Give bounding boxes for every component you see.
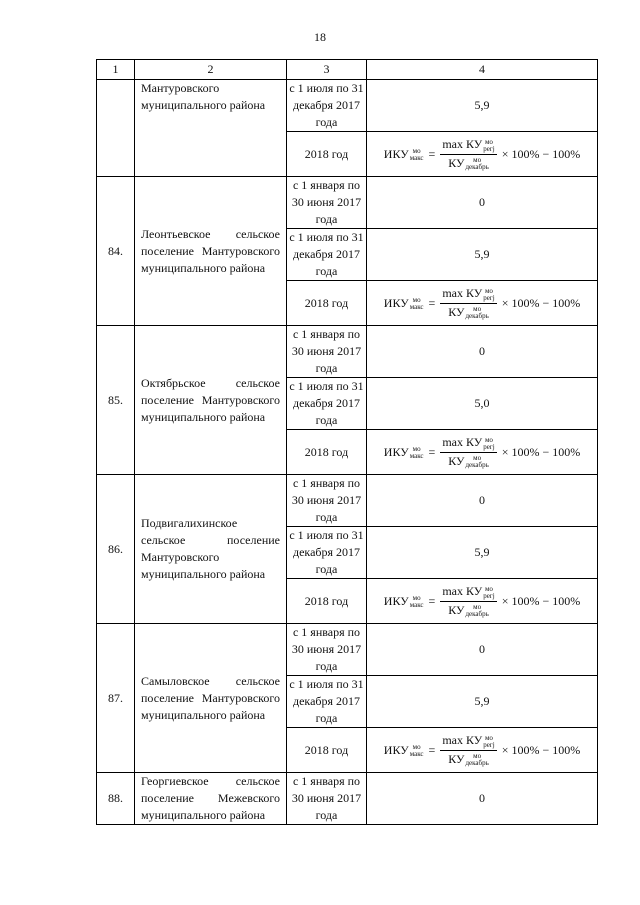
tariff-table — [96, 59, 598, 825]
value-cell: 5,9 — [367, 80, 598, 132]
period-cell: с 1 июля по 31 декабря 2017 года — [287, 378, 367, 430]
period-cell: с 1 января по 30 июня 2017 года — [287, 177, 367, 229]
settlement-name: Самыловское сельское поселение Мантуровского муниципального района — [135, 624, 287, 773]
row-number: 87. — [97, 624, 135, 773]
period-cell: с 1 июля по 31 декабря 2017 года — [287, 80, 367, 132]
table-row — [97, 177, 598, 229]
formula-cell — [367, 132, 598, 177]
period-cell: с 1 января по 30 июня 2017 года — [287, 475, 367, 527]
table-row — [97, 624, 598, 676]
row-number: 85. — [97, 326, 135, 475]
header-col-1: 1 — [97, 60, 135, 80]
table-row — [97, 80, 598, 132]
period-cell: с 1 июля по 31 декабря 2017 года — [287, 229, 367, 281]
row-number — [97, 80, 135, 177]
table-row — [97, 773, 598, 825]
table-row — [97, 475, 598, 527]
value-cell: 5,9 — [367, 676, 598, 728]
period-cell: с 1 января по 30 июня 2017 года — [287, 773, 367, 825]
formula: ИКУ мо макс = max КУ мо регj КУ мо декабрь × 100% − 100% — [383, 137, 581, 171]
row-number: 84. — [97, 177, 135, 326]
year-cell: 2018 год — [287, 728, 367, 773]
period-cell: с 1 января по 30 июня 2017 года — [287, 326, 367, 378]
formula-cell — [367, 430, 598, 475]
year-cell: 2018 год — [287, 132, 367, 177]
settlement-name: Георгиевское сельское поселение Межевского муниципального района — [135, 773, 287, 825]
page-number: 18 — [314, 30, 326, 44]
value-cell: 0 — [367, 624, 598, 676]
value-cell: 5,9 — [367, 527, 598, 579]
formula-cell — [367, 728, 598, 773]
year-cell: 2018 год — [287, 430, 367, 475]
period-cell: с 1 июля по 31 декабря 2017 года — [287, 527, 367, 579]
period-cell: с 1 января по 30 июня 2017 года — [287, 624, 367, 676]
formula: ИКУ мо макс = max КУ мо регj КУ мо декабрь × 100% − 100% — [383, 733, 581, 767]
value-cell: 0 — [367, 326, 598, 378]
settlement-name: Октябрьское сельское поселение Мантуровского муниципального района — [135, 326, 287, 475]
settlement-name: Мантуровского муниципального района — [135, 80, 287, 177]
formula-cell — [367, 281, 598, 326]
year-cell: 2018 год — [287, 579, 367, 624]
value-cell: 5,9 — [367, 229, 598, 281]
formula: ИКУ мо макс = max КУ мо регj КУ мо декабрь × 100% − 100% — [383, 584, 581, 618]
value-cell: 0 — [367, 773, 598, 825]
settlement-name: Леонтьевское сельское поселение Мантуровского муниципального района — [135, 177, 287, 326]
header-col-2: 2 — [135, 60, 287, 80]
header-row — [97, 60, 598, 80]
formula-cell — [367, 579, 598, 624]
value-cell: 0 — [367, 177, 598, 229]
formula: ИКУ мо макс = max КУ мо регj КУ мо декабрь × 100% − 100% — [383, 435, 581, 469]
year-cell: 2018 год — [287, 281, 367, 326]
header-col-4: 4 — [367, 60, 598, 80]
row-number: 86. — [97, 475, 135, 624]
value-cell: 0 — [367, 475, 598, 527]
table-row — [97, 326, 598, 378]
header-col-3: 3 — [287, 60, 367, 80]
settlement-name: Подвигалихинское сельское поселение Мантуровского муниципального района — [135, 475, 287, 624]
period-cell: с 1 июля по 31 декабря 2017 года — [287, 676, 367, 728]
formula: ИКУ мо макс = max КУ мо регj КУ мо декабрь × 100% − 100% — [383, 286, 581, 320]
row-number: 88. — [97, 773, 135, 825]
value-cell: 5,0 — [367, 378, 598, 430]
